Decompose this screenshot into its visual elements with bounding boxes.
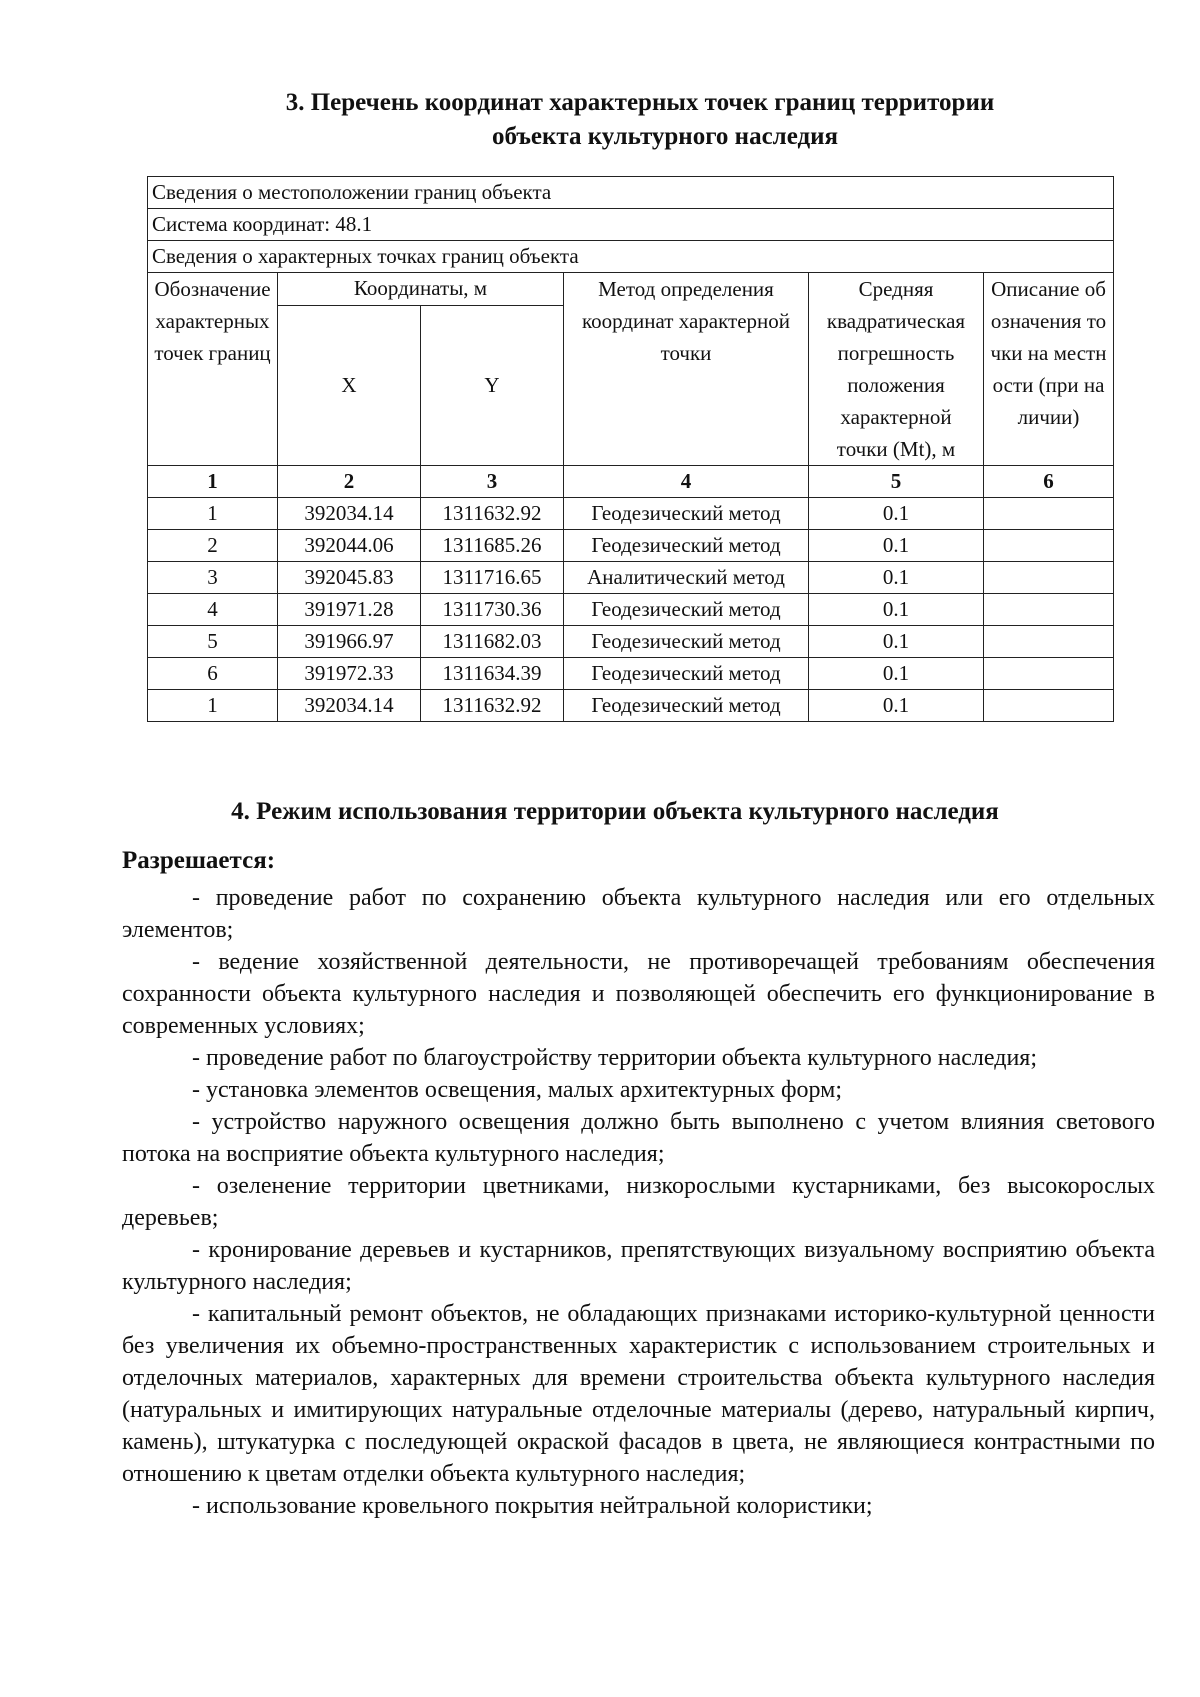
cell-point: 5 [148, 626, 278, 658]
cell-method: Геодезический метод [564, 690, 809, 722]
allowed-activities-list [122, 882, 1155, 1522]
table-row [148, 690, 1114, 722]
cell-y: 1311682.03 [421, 626, 564, 658]
cell-description [984, 530, 1114, 562]
coordinate-system-info: Система координат: 48.1 [148, 209, 1114, 241]
list-item: - проведение работ по благоустройству территории объекта культурного наследия; [192, 1045, 1038, 1071]
cell-description [984, 562, 1114, 594]
cell-error: 0.1 [809, 594, 984, 626]
cell-point: 6 [148, 658, 278, 690]
header-y: Y [421, 306, 564, 466]
cell-description [984, 658, 1114, 690]
cell-y: 1311685.26 [421, 530, 564, 562]
list-item: - устройство наружного освещения должно быть выполнено с учетом влияния светового потока на восприятие объекта культурного наследия; [122, 1109, 1155, 1167]
cell-description [984, 690, 1114, 722]
cell-error: 0.1 [809, 562, 984, 594]
column-numbers-row [148, 466, 1114, 498]
cell-method: Аналитический метод [564, 562, 809, 594]
list-item: - установка элементов освещения, малых архитектурных форм; [192, 1077, 842, 1103]
cell-description [984, 498, 1114, 530]
boundary-points-info: Сведения о характерных точках границ объекта [148, 241, 1114, 273]
header-x: X [278, 306, 421, 466]
table-row [148, 658, 1114, 690]
header-coordinates: Координаты, м [278, 273, 564, 306]
list-item: - кронирование деревьев и кустарников, препятствующих визуальному восприятию объекта культурного наследия; [122, 1237, 1155, 1295]
table-header-row [148, 273, 1114, 306]
cell-method: Геодезический метод [564, 594, 809, 626]
header-method: Метод определения координат характерной точки [564, 273, 809, 466]
cell-y: 1311716.65 [421, 562, 564, 594]
cell-method: Геодезический метод [564, 498, 809, 530]
table-info-row [148, 241, 1114, 273]
table-info-row [148, 209, 1114, 241]
cell-error: 0.1 [809, 626, 984, 658]
section-3-title-line2: объекта культурного наследия [491, 123, 839, 150]
cell-method: Геодезический метод [564, 658, 809, 690]
column-number: 2 [278, 466, 421, 498]
cell-error: 0.1 [809, 498, 984, 530]
section-4-title: 4. Режим использования территории объекта культурного наследия [231, 798, 999, 825]
list-item: - капитальный ремонт объектов, не обладающих признаками историко-культурной ценности без увеличения их объемно-пространственных характеристик с использованием строительных и отделочных материалов, характерных для времени строительства объекта культурного наследия (натуральных и имитирующих натуральные отделочные материалы (дерево, натуральный кирпич, камень), штукатурка с последующей окраской фасадов в цвета, не являющиеся контрастными по отношению к цветам отделки объекта культурного наследия; [122, 1301, 1155, 1487]
header-designation: Обозначение характерных точек границ [148, 273, 278, 466]
cell-description [984, 626, 1114, 658]
cell-x: 392045.83 [278, 562, 421, 594]
cell-method: Геодезический метод [564, 530, 809, 562]
table-info-row [148, 177, 1114, 209]
column-number: 6 [984, 466, 1114, 498]
cell-error: 0.1 [809, 530, 984, 562]
cell-y: 1311634.39 [421, 658, 564, 690]
header-error: Средняя квадратическая погрешность положения характерной точки (Mt), м [809, 273, 984, 466]
cell-y: 1311632.92 [421, 690, 564, 722]
header-description: Описание обозначения точки на местности (при наличии) [984, 273, 1114, 466]
object-location-info: Сведения о местоположении границ объекта [148, 177, 1114, 209]
cell-error: 0.1 [809, 658, 984, 690]
table-row [148, 498, 1114, 530]
allowed-label: Разрешается: [122, 847, 276, 874]
section-3-title-line1: 3. Перечень координат характерных точек границ территории [285, 89, 995, 116]
cell-x: 391971.28 [278, 594, 421, 626]
section-3-title [120, 86, 1080, 154]
cell-point: 1 [148, 690, 278, 722]
column-number: 5 [809, 466, 984, 498]
table-row [148, 594, 1114, 626]
cell-description [984, 594, 1114, 626]
cell-method: Геодезический метод [564, 626, 809, 658]
cell-point: 1 [148, 498, 278, 530]
cell-x: 392034.14 [278, 498, 421, 530]
coordinates-table [147, 176, 1114, 722]
cell-y: 1311632.92 [421, 498, 564, 530]
cell-x: 392034.14 [278, 690, 421, 722]
cell-x: 392044.06 [278, 530, 421, 562]
table-row [148, 530, 1114, 562]
cell-point: 3 [148, 562, 278, 594]
list-item: - использование кровельного покрытия нейтральной колористики; [192, 1493, 873, 1519]
cell-x: 391972.33 [278, 658, 421, 690]
column-number: 4 [564, 466, 809, 498]
column-number: 1 [148, 466, 278, 498]
cell-point: 2 [148, 530, 278, 562]
cell-error: 0.1 [809, 690, 984, 722]
table-row [148, 562, 1114, 594]
cell-point: 4 [148, 594, 278, 626]
cell-y: 1311730.36 [421, 594, 564, 626]
table-row [148, 626, 1114, 658]
list-item: - озеленение территории цветниками, низкорослыми кустарниками, без высокорослых деревьев; [122, 1173, 1155, 1231]
list-item: - проведение работ по сохранению объекта культурного наследия или его отдельных элементов; [122, 885, 1155, 943]
list-item: - ведение хозяйственной деятельности, не противоречащей требованиям обеспечения сохранности объекта культурного наследия и позволяющей обеспечить его функционирование в современных условиях; [122, 949, 1155, 1039]
cell-x: 391966.97 [278, 626, 421, 658]
column-number: 3 [421, 466, 564, 498]
